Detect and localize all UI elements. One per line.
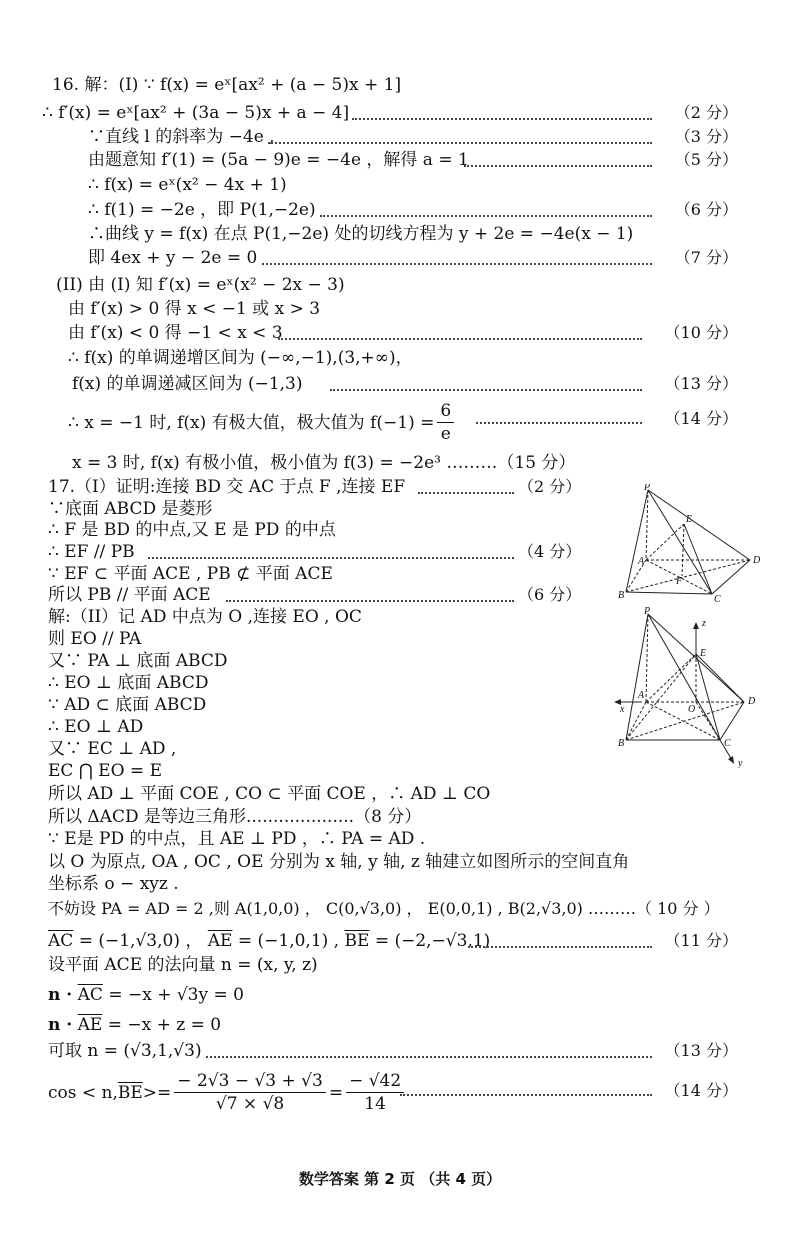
vector-value: = (−2,−√3,1)	[374, 931, 491, 951]
cos-eq: =	[328, 1082, 344, 1103]
vector-label: $\overline{AC}$	[77, 985, 103, 1005]
fig-label-p: P	[644, 606, 651, 617]
line-17-dot-ac	[48, 984, 244, 1006]
vector-label: $\overline{AC}$	[48, 931, 74, 951]
line-17-midpoint: ∴ F 是 BD 的中点,又 E 是 PD 的中点	[48, 520, 336, 540]
leader-dots	[262, 263, 652, 265]
score-label: （2 分）	[518, 477, 582, 496]
line-17-conclusion: 所以 PB // 平面 ACE	[48, 585, 211, 605]
line-17-cos	[48, 1070, 407, 1115]
figure-pyramid-1	[612, 484, 772, 606]
line-17-pa-perp: 又∵ PA ⊥ 底面 ABCD	[48, 651, 228, 671]
line-17-vectors	[48, 930, 490, 952]
line-16-solve-a: 由题意知 f′(1) = (5a − 9)e = −4e ，解得 a = 1	[88, 150, 469, 170]
score-label: （2 分）	[674, 103, 738, 122]
line-16-max	[68, 400, 457, 445]
line-16-max-text: ∴ x = −1 时, f(x) 有极大值，极大值为 f(−1) =	[68, 412, 435, 433]
line-16-point-p: ∴ f(1) = −2e ，即 P(1,−2e)	[88, 200, 316, 220]
line-16-part2: (II) 由 (I) 知 f′(x) = eˣ(x² − 2x − 3)	[56, 275, 345, 295]
score-label: （10 分）	[664, 323, 738, 342]
leader-dots	[330, 389, 642, 391]
fig-label-c: C	[724, 738, 731, 749]
score-label: （5 分）	[674, 150, 738, 169]
fraction-denominator: 14	[364, 1094, 386, 1114]
line-17-dot-ae	[48, 1014, 221, 1036]
fig-label-o: O	[688, 704, 696, 715]
line-17-ad-in: ∵ AD ⊂ 底面 ABCD	[48, 695, 207, 715]
leader-dots	[400, 1094, 652, 1096]
line-16-min: x = 3 时, f(x) 有极小值，极小值为 f(3) = −2e³ ………（15 分）	[72, 453, 576, 473]
cos-mid: >=	[142, 1082, 172, 1103]
dot-prefix: n ·	[48, 1015, 73, 1035]
score-label: （6 分）	[674, 200, 738, 219]
line-16-slope: ∵直线 l 的斜率为 −4e ,	[88, 127, 275, 147]
score-label: （4 分）	[518, 542, 582, 561]
line-17-ef-parallel: ∴ EF // PB	[48, 542, 135, 562]
score-label: （3 分）	[674, 127, 738, 146]
vector-label: $\overline{AE}$	[207, 931, 233, 951]
fig-label-f: F	[676, 576, 683, 587]
leader-dots	[206, 1056, 652, 1058]
leader-dots	[226, 600, 514, 602]
line-17-ad-perp-co: 所以 AD ⊥ 平面 COE , CO ⊂ 平面 COE ，∴ AD ⊥ CO	[48, 784, 491, 804]
figure-pyramid-2	[612, 606, 772, 768]
fraction-numerator: 6	[437, 400, 454, 423]
line-17-equilateral: 所以 ΔACD 是等边三角形....................（8 分）	[48, 807, 422, 827]
line-17-eo-parallel: 则 EO // PA	[48, 629, 142, 649]
line-17-pa-eq-ad: ∵ E是 PD 的中点，且 AE ⊥ PD ，∴ PA = AD .	[48, 829, 426, 849]
fig-label-a: A	[638, 556, 645, 567]
line-17-coord-system: 坐标系 o − xyz .	[48, 874, 179, 894]
fig-label-e: E	[686, 514, 693, 525]
dot-prefix: n ·	[48, 985, 73, 1005]
y-arrow-icon	[728, 756, 734, 764]
vector-label: $\overline{BE}$	[117, 1082, 143, 1103]
fig-label-b: B	[618, 738, 625, 749]
fraction-denominator: √7 × √8	[215, 1094, 285, 1114]
line-16-decreasing-interval: f(x) 的单调递减区间为 (−1,3)	[72, 374, 303, 394]
vector-label: $\overline{BE}$	[344, 931, 370, 951]
fig-label-a: A	[638, 690, 645, 701]
score-label: （13 分）	[664, 374, 738, 393]
vector-label: $\overline{AE}$	[77, 1015, 103, 1035]
score-label: （14 分）	[664, 409, 738, 428]
line-17-coords: 以 O 为原点, OA , OC , OE 分别为 x 轴, y 轴, z 轴建立如图所示的空间直角	[48, 852, 630, 872]
fraction-numerator: − √42	[346, 1070, 404, 1093]
line-16-increasing-cond: 由 f′(x) > 0 得 x < −1 或 x > 3	[68, 299, 321, 319]
fig-label-x: x	[620, 704, 625, 715]
line-17-title: 17.（I）证明:连接 BD 交 AC 于点 F ,连接 EF	[48, 477, 406, 497]
score-label: （11 分）	[664, 931, 738, 950]
line-17-normal: 设平面 ACE 的法向量 n = (x, y, z)	[48, 955, 318, 975]
line-17-intersect: EC ⋂ EO = E	[48, 761, 162, 781]
score-label: （7 分）	[674, 248, 738, 267]
leader-dots	[148, 557, 514, 559]
leader-dots	[464, 165, 652, 167]
leader-dots	[352, 118, 652, 120]
line-17-part2: 解:（II）记 AD 中点为 O ,连接 EO , OC	[48, 607, 362, 627]
fraction-numerator: − 2√3 − √3 + √3	[174, 1070, 326, 1093]
cos-prefix: cos < n,	[48, 1082, 118, 1103]
score-label: （14 分）	[664, 1081, 738, 1100]
line-16-title: 16. 解：(I) ∵ f(x) = eˣ[ax² + (a − 5)x + 1]	[52, 75, 402, 95]
fig-label-e: E	[700, 648, 707, 659]
line-17-choose-n: 可取 n = (√3,1,√3)	[48, 1041, 202, 1061]
page-footer: 数学答案 第 2 页 （共 4 页）	[298, 1170, 502, 1188]
line-16-decreasing-cond: 由 f′(x) < 0 得 −1 < x < 3	[68, 323, 283, 343]
line-16-tangent-general: 即 4ex + y − 2e = 0	[88, 248, 258, 268]
fraction-cos-1	[174, 1070, 326, 1115]
leader-dots	[278, 338, 642, 340]
equation: = −x + z = 0	[107, 1015, 222, 1035]
score-label: （6 分）	[518, 585, 582, 604]
line-16-derivative: ∴ f′(x) = eˣ[ax² + (3a − 5)x + a − 4]	[42, 103, 350, 123]
line-17-eo-perp: ∴ EO ⊥ 底面 ABCD	[48, 673, 209, 693]
line-16-tangent: ∴曲线 y = f(x) 在点 P(1,−2e) 处的切线方程为 y + 2e = −4e(x − 1)	[88, 224, 634, 244]
fraction-cos-2	[346, 1070, 404, 1115]
leader-dots	[476, 422, 642, 424]
line-16-increasing-interval: ∴ f(x) 的单调递增区间为 (−∞,−1),(3,+∞)，	[68, 348, 413, 368]
line-16-fx: ∴ f(x) = eˣ(x² − 4x + 1)	[88, 175, 287, 195]
fraction-max-value	[437, 400, 454, 445]
leader-dots	[418, 492, 514, 494]
fig-label-y: y	[738, 758, 743, 768]
equation: = −x + √3y = 0	[108, 985, 244, 1005]
leader-dots	[320, 215, 652, 217]
line-17-ef-in-plane: ∵ EF ⊂ 平面 ACE , PB ⊄ 平面 ACE	[48, 564, 333, 584]
score-label: （13 分）	[664, 1041, 738, 1060]
line-17-ec-perp: 又∵ EC ⊥ AD ,	[48, 739, 177, 759]
line-17-points: 不妨设 PA = AD = 2 ,则 A(1,0,0) ， C(0,√3,0) ， E(0,0,1) , B(2,√3,0) ………（ 10 分 ）	[48, 899, 720, 918]
fig-label-d: D	[748, 696, 756, 707]
fig-label-b: B	[618, 590, 625, 601]
vector-value: = (−1,√3,0) ，	[78, 931, 203, 951]
leader-dots	[468, 946, 652, 948]
fraction-denominator: e	[440, 424, 451, 444]
line-17-rhombus: ∵底面 ABCD 是菱形	[48, 499, 213, 519]
fig-label-c: C	[714, 594, 721, 605]
fig-label-z: z	[702, 618, 706, 629]
vector-value: = (−1,0,1) ,	[237, 931, 340, 951]
fig-label-d: D	[753, 555, 761, 566]
leader-dots	[268, 142, 652, 144]
fig-label-p: P	[644, 484, 651, 493]
z-arrow-icon	[693, 622, 699, 629]
line-17-eo-perp-ad: ∴ EO ⊥ AD	[48, 717, 144, 737]
